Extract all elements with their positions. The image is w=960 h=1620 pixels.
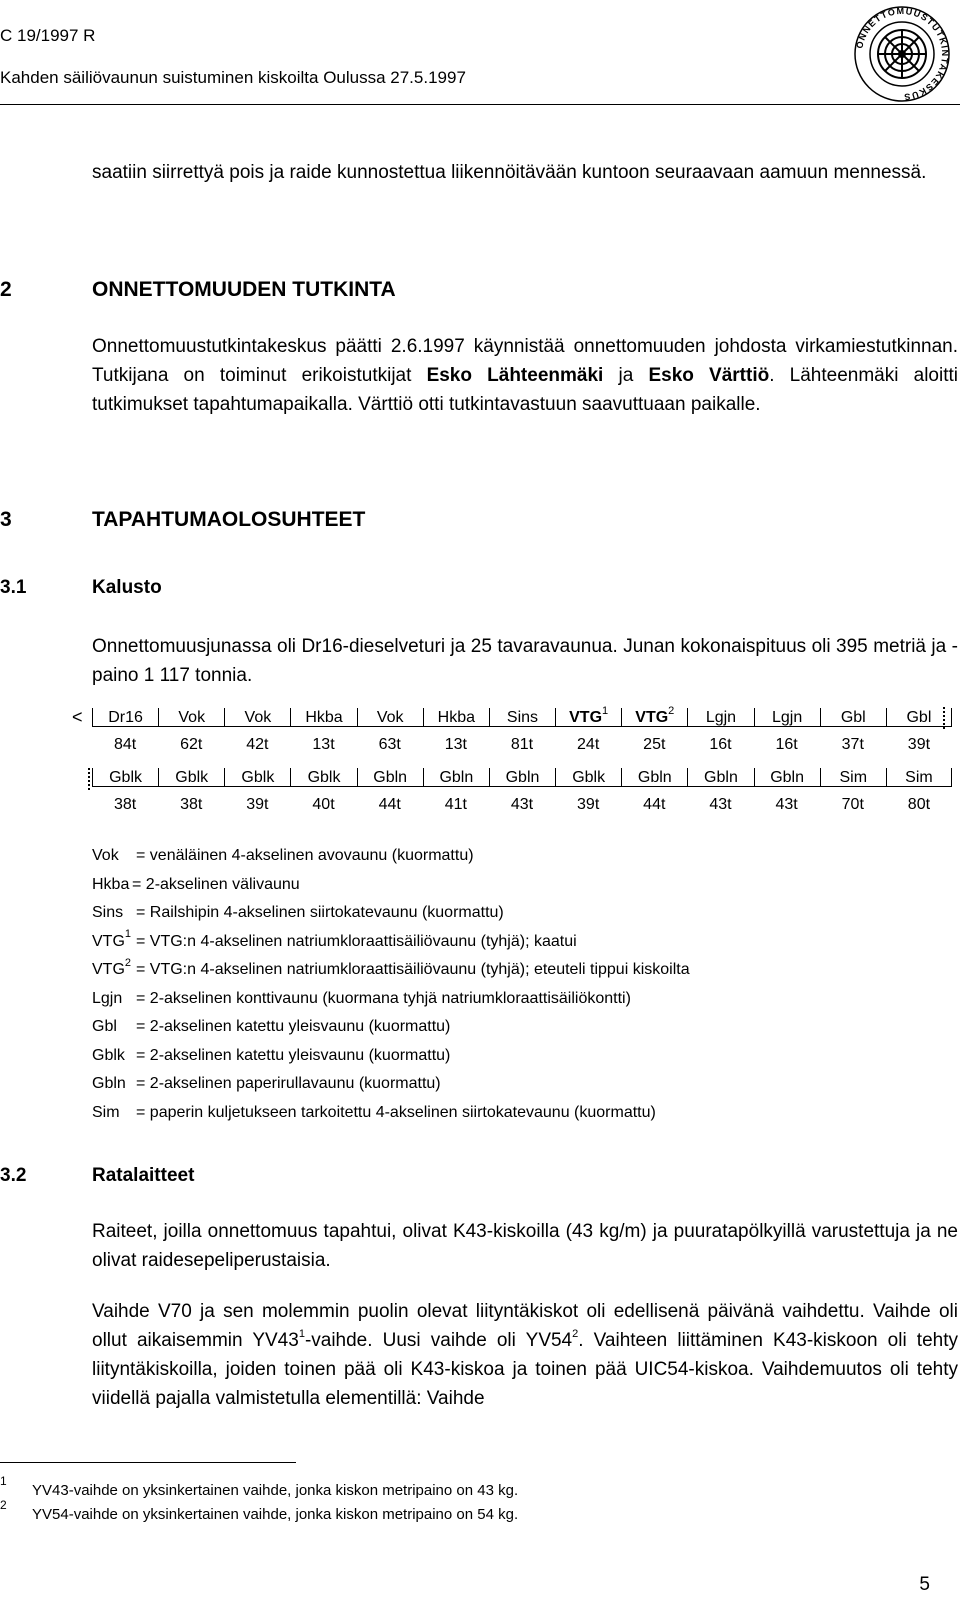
agency-seal-logo — [852, 4, 952, 104]
legend-description: = 2-akselinen paperirullavaunu (kuormattu) — [136, 1075, 441, 1092]
train-row-1-types — [92, 704, 952, 727]
legend-description: = 2-akselinen katettu yleisvaunu (kuormattu) — [136, 1018, 451, 1035]
wagon-type: Gbln — [357, 768, 423, 787]
section-3-1-number: 3.1 — [0, 577, 27, 598]
wagon-type: Hkba — [423, 708, 489, 727]
wagon-weight: 39t — [246, 796, 269, 813]
wagon-weight: 38t — [180, 796, 203, 813]
wagon-weight: 41t — [444, 796, 467, 813]
wagon-type: Lgjn — [687, 708, 753, 727]
wagon-weight: 39t — [577, 796, 600, 813]
wagon-weight: 43t — [775, 796, 798, 813]
report-id: C 19/1997 R — [0, 26, 96, 45]
wagon-weight: 44t — [643, 796, 666, 813]
header-divider — [0, 104, 960, 105]
wagon-type: Gbln — [754, 768, 820, 787]
train-row-2-weights — [92, 792, 952, 818]
wagon-type: Sim — [820, 768, 886, 787]
wagon-type: Gblk — [92, 768, 158, 787]
footnote-2-number: 2 — [0, 1498, 7, 1512]
wagon-type: Dr16 — [92, 708, 158, 727]
legend-key: VTG$^1$ — [92, 928, 132, 950]
wagon-weight: 62t — [180, 736, 203, 753]
footnote-2-text: YV54-vaihde on yksinkertainen vaihde, jonka kiskon metripaino on 54 kg. — [32, 1506, 519, 1523]
report-title: Kahden säiliövaunun suistuminen kiskoilta Oulussa 27.5.1997 — [0, 68, 466, 87]
wagon-type: Sim — [886, 768, 952, 787]
wagon-weight: 38t — [113, 796, 137, 813]
continuation-marker-start — [88, 768, 90, 790]
wagon-weight: 25t — [643, 736, 666, 753]
wagon-type: Lgjn — [754, 708, 820, 727]
legend-description: = 2-akselinen konttivaunu (kuormana tyhjä natriumkloraattisäiliökontti) — [136, 989, 631, 1007]
legend-key: Vok — [92, 847, 119, 864]
section-2-title: ONNETTOMUUDEN TUTKINTA — [92, 278, 396, 301]
wagon-weight: 63t — [378, 736, 401, 753]
legend-key: Sim — [92, 1103, 120, 1121]
wagon-type: Gbl — [886, 708, 952, 727]
section-3-1-paragraph: Onnettomuusjunassa oli Dr16-dieselveturi ja 25 tavaravaunua. Junan kokonaispituus oli 395 metriä ja -paino 1 117 tonnia. — [92, 636, 958, 686]
section-3-1-title: Kalusto — [92, 577, 162, 598]
legend-description: = 2-akselinen katettu yleisvaunu (kuormattu) — [136, 1046, 451, 1064]
wagon-weight: 16t — [775, 736, 798, 753]
legend-key: Hkba — [92, 875, 130, 893]
legend-key: Gbln — [92, 1075, 126, 1092]
wagon-weight: 84t — [113, 736, 137, 753]
wagon-weight: 43t — [510, 796, 534, 813]
legend-description: = paperin kuljetukseen tarkoitettu 4-akselinen siirtokatevaunu (kuormattu) — [136, 1103, 656, 1121]
wagon-type: Gbln — [423, 768, 489, 787]
legend-description: = VTG:n 4-akselinen natriumkloraattisäiliövaunu (tyhjä); kaatui — [136, 932, 577, 950]
wagon-weight: 80t — [907, 796, 931, 813]
legend-key: Gblk — [92, 1046, 125, 1064]
wagon-weight: 16t — [709, 736, 732, 753]
wagon-type: Vok — [158, 708, 224, 727]
wagon-type: Gbln — [489, 768, 555, 787]
wagon-weight: 44t — [378, 796, 401, 813]
legend-description: = VTG:n 4-akselinen natriumkloraattisäiliövaunu (tyhjä); eteuteli tippui kiskoilta — [136, 961, 690, 978]
legend-description: = 2-akselinen välivaunu — [132, 875, 300, 893]
wagon-weight: 37t — [841, 736, 864, 753]
wagon-type: Gblk — [555, 768, 621, 787]
wagon-type: Gbln — [687, 768, 753, 787]
wagon-weight: 40t — [312, 796, 335, 813]
wagon-weight: 24t — [577, 736, 600, 753]
wagon-type: Gblk — [290, 768, 356, 787]
section-3-number: 3 — [0, 508, 12, 531]
wagon-type: VTG$^1$ — [555, 708, 621, 727]
section-2-paragraph: Onnettomuustutkintakeskus päätti 2.6.1997 käynnistää onnettomuuden johdosta virkamiestutkinnan. Tutkijana on toiminut erikoistutkijat Esko Lähteenmäki ja Esko Värttiö. Lähteenmäki aloitti tutkimukset tapahtumapaikalla. Värttiö otti tutkintavastuun saavuttuaan paikalle. — [92, 336, 958, 415]
svg-text:ONNETTOMUUSTUTKINTAKESKUS: ONNETTOMUUSTUTKINTAKESKUS — [854, 5, 951, 103]
wagon-type: Sins — [489, 708, 555, 727]
legend-description: = Railshipin 4-akselinen siirtokatevaunu (kuormattu) — [136, 904, 504, 921]
wagon-type: Gblk — [158, 768, 224, 787]
wagon-weight: 81t — [510, 736, 534, 753]
legend-key: Lgjn — [92, 989, 123, 1007]
legend-key: VTG$^2$ — [92, 956, 132, 978]
footnote-divider — [0, 1462, 296, 1463]
wagon-weight: 13t — [312, 736, 335, 753]
train-row-2-types — [92, 768, 952, 787]
wagon-type: Gbln — [621, 768, 687, 787]
section-3-2-title: Ratalaitteet — [92, 1165, 195, 1186]
direction-marker: < — [72, 707, 83, 727]
legend-description: = venäläinen 4-akselinen avovaunu (kuormattu) — [136, 847, 474, 864]
wagon-weight: 13t — [444, 736, 467, 753]
section-3-2-paragraph-1: Raiteet, joilla onnettomuus tapahtui, olivat K43-kiskoilla (43 kg/m) ja puuratapölkyillä varustettuja ja ne olivat raidesepeliperustaisia. — [92, 1221, 958, 1271]
wagon-type: Gblk — [224, 768, 290, 787]
wagon-weight: 39t — [907, 736, 931, 753]
wagon-weight: 42t — [246, 736, 269, 753]
wagon-type: Hkba — [290, 708, 356, 727]
footnote-1-text: YV43-vaihde on yksinkertainen vaihde, jonka kiskon metripaino on 43 kg. — [32, 1482, 519, 1499]
wagon-type: Vok — [224, 708, 290, 727]
legend-key: Sins — [92, 904, 124, 921]
section-3-2-number: 3.2 — [0, 1165, 27, 1186]
legend-key: Gbl — [92, 1018, 117, 1035]
intro-paragraph: saatiin siirrettyä pois ja raide kunnostettua liikennöitävään kuntoon seuraavaan aamuun mennessä. — [92, 162, 927, 183]
page-number: 5 — [919, 1574, 930, 1595]
wagon-weight: 43t — [709, 796, 732, 813]
section-2-number: 2 — [0, 278, 12, 301]
footnote-1-number: 1 — [0, 1474, 7, 1488]
wagon-type: Vok — [357, 708, 423, 727]
section-3-2-paragraph-2: Vaihde V70 ja sen molemmin puolin olevat liityntäkiskot oli edellisenä päivänä vaihdettu. Vaihde oli ollut aikaisemmin $YV43^1$-vaihde. Uusi vaihde oli $YV54^2$. Vaihteen liittäminen K43-kiskoon oli tehty liityntäkiskoilla, joiden toinen pää oli K43-kiskoa ja toinen pää UIC54-kiskoa. Vaihdemuutos oli tehty viidellä pajalla valmistetulla elementillä: Vaihde — [92, 1301, 958, 1409]
wagon-weight: 70t — [841, 796, 864, 813]
wagon-type: Gbl — [820, 708, 886, 727]
section-3-title: TAPAHTUMAOLOSUHTEET — [92, 508, 366, 531]
wagon-type: VTG$^2$ — [621, 708, 687, 727]
train-row-1-weights — [92, 732, 952, 758]
